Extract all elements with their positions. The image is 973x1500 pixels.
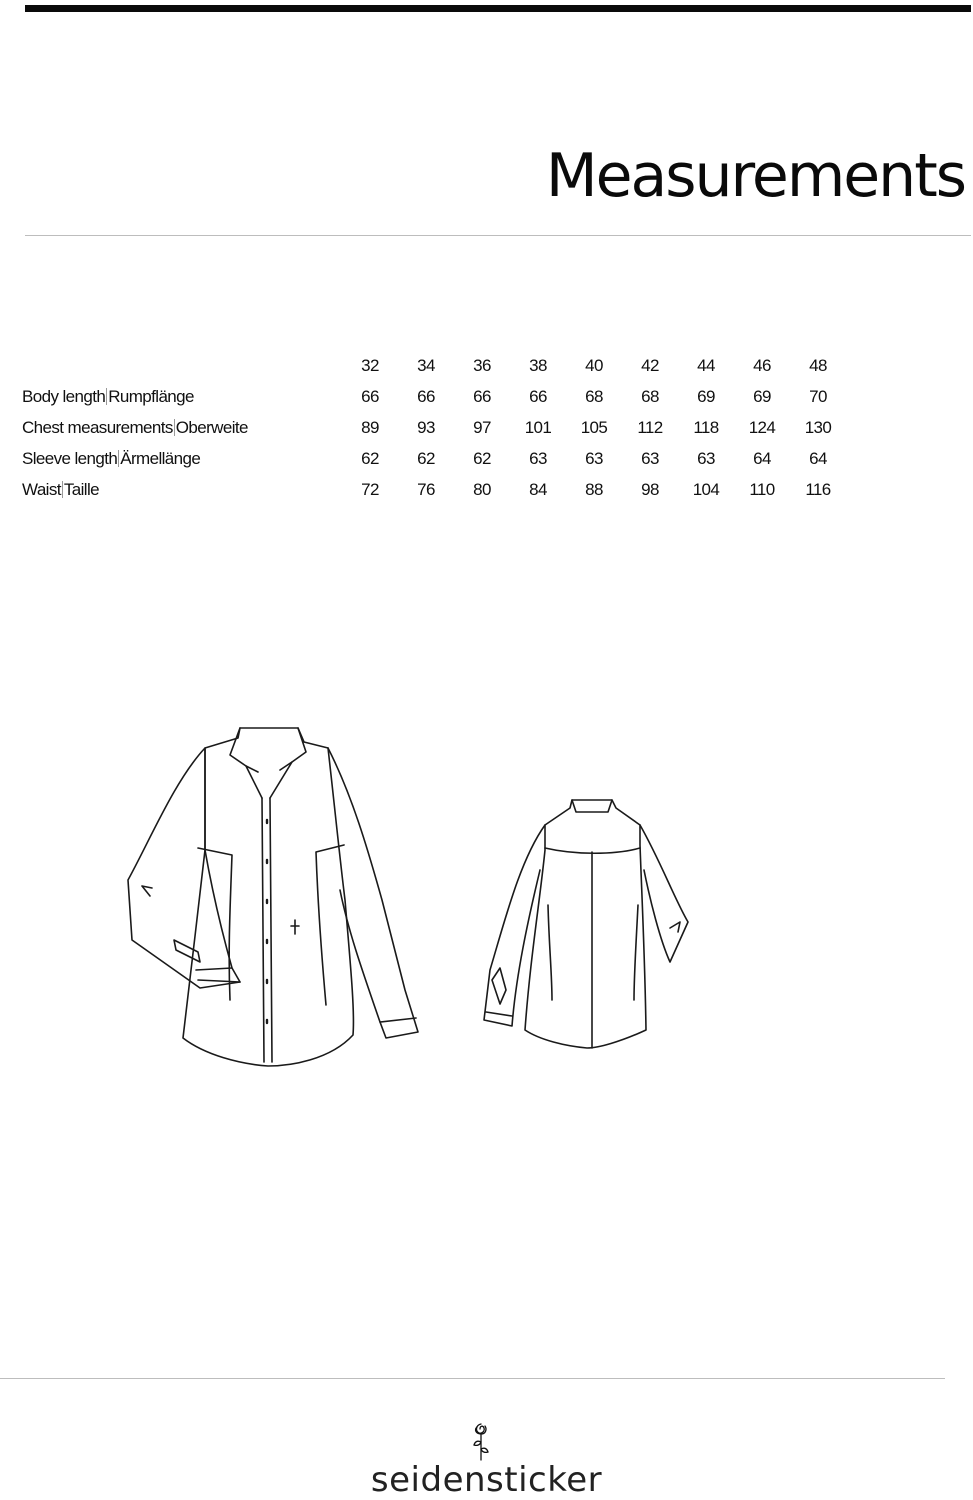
row-label <box>22 412 342 443</box>
size-header: 44 <box>697 355 715 375</box>
table-cell: 66 <box>361 386 379 406</box>
table-cell: 98 <box>641 479 659 499</box>
table-cell: 93 <box>417 417 435 437</box>
table-row <box>22 381 846 412</box>
size-header: 38 <box>529 355 547 375</box>
table-cell: 112 <box>637 417 663 437</box>
garment-drawing <box>0 700 973 1100</box>
table-cell: 70 <box>809 386 827 406</box>
row-label-de: Rumpflänge <box>108 386 194 406</box>
size-header: 40 <box>585 355 603 375</box>
page-title: Measurements <box>545 141 965 211</box>
table-cell: 66 <box>417 386 435 406</box>
table-cell: 89 <box>361 417 379 437</box>
table-cell: 97 <box>473 417 491 437</box>
table-cell: 110 <box>749 479 775 499</box>
size-header: 32 <box>361 355 379 375</box>
table-cell: 80 <box>473 479 491 499</box>
table-cell: 69 <box>697 386 715 406</box>
row-label <box>22 443 342 474</box>
table-cell: 64 <box>753 448 771 468</box>
table-cell: 116 <box>805 479 831 499</box>
table-cell: 63 <box>641 448 659 468</box>
size-header-row <box>22 350 846 381</box>
table-cell: 104 <box>692 479 720 499</box>
rose-icon <box>470 1422 492 1462</box>
size-header: 42 <box>641 355 659 375</box>
size-header: 46 <box>753 355 771 375</box>
size-header: 48 <box>809 355 827 375</box>
table-cell: 69 <box>753 386 771 406</box>
table-cell: 64 <box>809 448 827 468</box>
table-row <box>22 474 846 505</box>
table-cell: 105 <box>580 417 608 437</box>
table-cell: 72 <box>361 479 379 499</box>
header-corner <box>22 350 342 381</box>
size-header: 36 <box>473 355 491 375</box>
size-header: 34 <box>417 355 435 375</box>
size-table <box>22 350 846 505</box>
table-cell: 101 <box>524 417 552 437</box>
row-label-de: Ärmellänge <box>120 448 201 468</box>
label-separator <box>174 419 175 436</box>
front-view-drawing <box>128 728 418 1066</box>
table-cell: 124 <box>748 417 776 437</box>
brand-wordmark: seidensticker <box>370 1460 603 1500</box>
table-cell: 88 <box>585 479 603 499</box>
row-label-en: Sleeve length <box>22 448 118 468</box>
table-cell: 63 <box>529 448 547 468</box>
table-cell: 130 <box>804 417 832 437</box>
footer-divider <box>0 1378 945 1379</box>
row-label-en: Body length <box>22 386 106 406</box>
back-view-drawing <box>484 800 688 1048</box>
table-cell: 76 <box>417 479 435 499</box>
table-cell: 62 <box>473 448 491 468</box>
row-label-de: Oberweite <box>175 417 248 437</box>
title-divider <box>25 235 971 236</box>
table-cell: 62 <box>361 448 379 468</box>
label-separator <box>62 481 63 498</box>
table-cell: 68 <box>585 386 603 406</box>
row-label <box>22 474 342 505</box>
top-rule <box>25 5 971 12</box>
table-row <box>22 412 846 443</box>
table-cell: 68 <box>641 386 659 406</box>
table-row <box>22 443 846 474</box>
table-cell: 84 <box>529 479 547 499</box>
table-cell: 62 <box>417 448 435 468</box>
table-cell: 66 <box>529 386 547 406</box>
row-label-de: Taille <box>63 479 100 499</box>
table-cell: 63 <box>585 448 603 468</box>
table-cell: 63 <box>697 448 715 468</box>
table-cell: 66 <box>473 386 491 406</box>
row-label-en: Waist <box>22 479 61 499</box>
row-label <box>22 381 342 412</box>
row-label-en: Chest measurements <box>22 417 173 437</box>
table-cell: 118 <box>693 417 719 437</box>
